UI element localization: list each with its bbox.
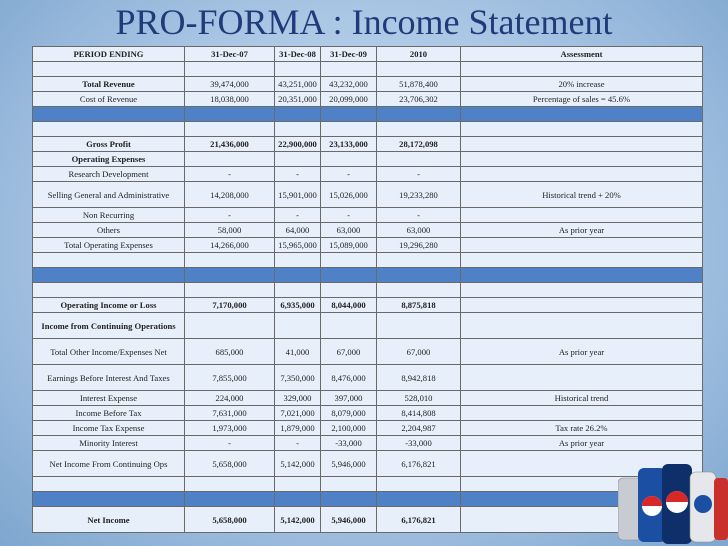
- cell: 67,000: [377, 339, 461, 365]
- header-cell: 31-Dec-08: [275, 47, 321, 62]
- row-label: Earnings Before Interest And Taxes: [33, 365, 185, 391]
- cell: 20,351,000: [275, 92, 321, 107]
- row-label: Operating Income or Loss: [33, 298, 185, 313]
- row-label: Income Before Tax: [33, 406, 185, 421]
- row-label: Minority Interest: [33, 436, 185, 451]
- row-label: Gross Profit: [33, 137, 185, 152]
- cell: -: [377, 167, 461, 182]
- cell: 22,900,000: [275, 137, 321, 152]
- cell: 58,000: [185, 223, 275, 238]
- cell: 19,296,280: [377, 238, 461, 253]
- assessment-cell: [461, 406, 703, 421]
- cell: [377, 152, 461, 167]
- cell: [275, 152, 321, 167]
- assessment-cell: As prior year: [461, 339, 703, 365]
- header-cell: 2010: [377, 47, 461, 62]
- assessment-cell: [461, 298, 703, 313]
- cell: 21,436,000: [185, 137, 275, 152]
- table-row: [33, 92, 703, 107]
- cell: 43,232,000: [321, 77, 377, 92]
- highlight-row: [33, 107, 703, 122]
- table-row: [33, 223, 703, 238]
- row-label: Non Recurring: [33, 208, 185, 223]
- assessment-cell: Historical trend: [461, 391, 703, 406]
- cell: 23,706,302: [377, 92, 461, 107]
- table-row: [33, 238, 703, 253]
- cell: [185, 313, 275, 339]
- cell: 1,973,000: [185, 421, 275, 436]
- cell: 6,935,000: [275, 298, 321, 313]
- assessment-cell: [461, 238, 703, 253]
- assessment-cell: Historical trend + 20%: [461, 182, 703, 208]
- cell: 8,476,000: [321, 365, 377, 391]
- cell: -: [321, 208, 377, 223]
- cell: 8,875,818: [377, 298, 461, 313]
- cell: [321, 152, 377, 167]
- cell: 6,176,821: [377, 507, 461, 533]
- cell: [377, 313, 461, 339]
- table-row: [33, 137, 703, 152]
- row-label: Net Income: [33, 507, 185, 533]
- row-label: Income from Continuing Operations: [33, 313, 185, 339]
- table-row: [33, 208, 703, 223]
- cell: -33,000: [321, 436, 377, 451]
- pepsi-cans-image: [618, 464, 728, 546]
- assessment-cell: [461, 137, 703, 152]
- row-label: Total Other Income/Expenses Net: [33, 339, 185, 365]
- cell: 7,855,000: [185, 365, 275, 391]
- header-assessment: Assessment: [461, 47, 703, 62]
- table-row: [33, 152, 703, 167]
- cell: 18,038,000: [185, 92, 275, 107]
- table-row: [33, 313, 703, 339]
- row-label: Total Revenue: [33, 77, 185, 92]
- header-cell: 31-Dec-07: [185, 47, 275, 62]
- cell: 63,000: [321, 223, 377, 238]
- cell: 19,233,280: [377, 182, 461, 208]
- row-label: Cost of Revenue: [33, 92, 185, 107]
- cell: -: [185, 436, 275, 451]
- assessment-cell: [461, 313, 703, 339]
- cell: 6,176,821: [377, 451, 461, 477]
- spacer-row: [33, 253, 703, 268]
- cell: 64,000: [275, 223, 321, 238]
- spacer-row: [33, 477, 703, 492]
- header-row: [33, 47, 703, 62]
- table-row: [33, 406, 703, 421]
- assessment-cell: As prior year: [461, 436, 703, 451]
- cell: 1,879,000: [275, 421, 321, 436]
- header-cell: 31-Dec-09: [321, 47, 377, 62]
- assessment-cell: As prior year: [461, 223, 703, 238]
- cell: 23,133,000: [321, 137, 377, 152]
- cell: 2,100,000: [321, 421, 377, 436]
- cell: 685,000: [185, 339, 275, 365]
- assessment-cell: [461, 208, 703, 223]
- cell: 15,901,000: [275, 182, 321, 208]
- table-row: [33, 182, 703, 208]
- header-label: PERIOD ENDING: [33, 47, 185, 62]
- table-row: [33, 451, 703, 477]
- cell: 5,946,000: [321, 451, 377, 477]
- cell: [185, 152, 275, 167]
- spacer-row: [33, 283, 703, 298]
- assessment-cell: [461, 365, 703, 391]
- cell: 43,251,000: [275, 77, 321, 92]
- spacer-row: [33, 122, 703, 137]
- cell: 8,414,808: [377, 406, 461, 421]
- assessment-cell: 20% increase: [461, 77, 703, 92]
- cell: -: [377, 208, 461, 223]
- cell: -: [275, 436, 321, 451]
- cell: -33,000: [377, 436, 461, 451]
- cell: -: [185, 208, 275, 223]
- table-row: [33, 421, 703, 436]
- table-row: [33, 391, 703, 406]
- cell: 5,946,000: [321, 507, 377, 533]
- cell: -: [275, 208, 321, 223]
- cell: 28,172,098: [377, 137, 461, 152]
- row-label: Total Operating Expenses: [33, 238, 185, 253]
- cell: 20,099,000: [321, 92, 377, 107]
- cell: 14,208,000: [185, 182, 275, 208]
- spacer-row: [33, 62, 703, 77]
- assessment-cell: Tax rate 26.2%: [461, 421, 703, 436]
- row-label: Others: [33, 223, 185, 238]
- cell: 51,878,400: [377, 77, 461, 92]
- row-label: Interest Expense: [33, 391, 185, 406]
- income-statement-table: [32, 46, 703, 533]
- table-row: [33, 436, 703, 451]
- row-label: Income Tax Expense: [33, 421, 185, 436]
- highlight-row: [33, 492, 703, 507]
- table-row: [33, 167, 703, 182]
- cell: 8,079,000: [321, 406, 377, 421]
- cell: 39,474,000: [185, 77, 275, 92]
- cell: 7,170,000: [185, 298, 275, 313]
- cell: -: [275, 167, 321, 182]
- cell: 7,021,000: [275, 406, 321, 421]
- cell: [275, 313, 321, 339]
- cell: 8,044,000: [321, 298, 377, 313]
- row-label: Net Income From Continuing Ops: [33, 451, 185, 477]
- cell: [321, 313, 377, 339]
- highlight-row: [33, 268, 703, 283]
- cell: 5,658,000: [185, 507, 275, 533]
- cell: 7,631,000: [185, 406, 275, 421]
- assessment-cell: [461, 167, 703, 182]
- assessment-cell: Percentage of sales = 45.6%: [461, 92, 703, 107]
- cell: 8,942,818: [377, 365, 461, 391]
- slide-title: PRO-FORMA : Income Statement: [115, 2, 613, 42]
- cell: 14,266,000: [185, 238, 275, 253]
- cell: -: [185, 167, 275, 182]
- cell: 5,142,000: [275, 507, 321, 533]
- cell: 67,000: [321, 339, 377, 365]
- cell: -: [321, 167, 377, 182]
- cell: 224,000: [185, 391, 275, 406]
- cell: 5,142,000: [275, 451, 321, 477]
- row-label: Selling General and Administrative: [33, 182, 185, 208]
- row-label: Operating Expenses: [33, 152, 185, 167]
- cell: 15,089,000: [321, 238, 377, 253]
- cell: 63,000: [377, 223, 461, 238]
- table-row: [33, 298, 703, 313]
- cell: 15,026,000: [321, 182, 377, 208]
- cell: 329,000: [275, 391, 321, 406]
- cell: 397,000: [321, 391, 377, 406]
- cell: 41,000: [275, 339, 321, 365]
- table-row: [33, 77, 703, 92]
- cell: 5,658,000: [185, 451, 275, 477]
- table-row: [33, 507, 703, 533]
- row-label: Research Development: [33, 167, 185, 182]
- table-row: [33, 339, 703, 365]
- cell: 528,010: [377, 391, 461, 406]
- table-row: [33, 365, 703, 391]
- cell: 15,965,000: [275, 238, 321, 253]
- cell: 2,204,987: [377, 421, 461, 436]
- cell: 7,350,000: [275, 365, 321, 391]
- assessment-cell: [461, 152, 703, 167]
